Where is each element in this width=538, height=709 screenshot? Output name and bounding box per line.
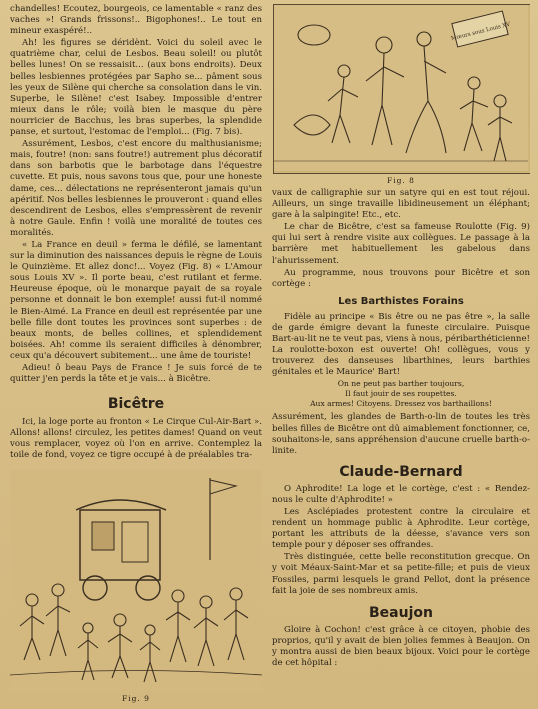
right-column [272,4,530,707]
verse-line: Il faut jouir de ses roupettes. [345,389,457,399]
figure-9 [10,470,262,707]
illustration-roulotte [10,470,262,692]
paragraph: Gloire à Cochon! c'est grâce à ce citoyen, phobie des proprios, qu'il y avait de bien jolies femmes à Beaujon. On y montra aussi de bien beaux bijoux. Voici pour le cortège de cet hôpital : [272,624,530,668]
figure-8-caption: Fig. 8 [387,176,415,185]
paragraph: Assurément, Lesbos, c'est encore du malthusianisme; mais, foutre! (non: sans foutre!) autrement plus décoratif dans son barbotis que le barbotage dans l'équestre cuvette. Et puis, nous savons tous que, pour une honeste dame, ces... délectations ne représenteront jamais qu'un apéritif. Nos belles lesbiennes le prouveront : quand elles descendirent de Lesbos, elles s'empressèrent de revenir à notre Gaule. Enfin ! voilà une moralité de toutes ces moralités. [10,139,262,238]
illustration-louis-xv [274,5,528,171]
paragraph: Ici, la loge porte au fronton « Le Cirque Cul-Air-Bart ». Allons! allons! circulez, les petites dames! Quand on veut vous remplacer, voyez où l'on en arrive. Contemplez la toile de fond, voyez ce tigre occupé à de préalables tra- [10,417,262,461]
paragraph: chandelles! Ecoutez, bourgeois, ce lamentable « ranz des vaches »! Grands frissons!.. Bigophones!.. Le tout en mineur exaspéré!.. [10,4,262,37]
figure-9-caption: Fig. 9 [122,694,150,703]
verse-line: Aux armes! Citoyens. Dressez vos barthaillons! [310,399,492,409]
paragraph: Ah! les figures se déridènt. Voici du soleil avec le quatrième char, celui de Lesbos. Beau soleil! ou plutôt belles lunes! On se ressaisit... (aux bons endroits). Deux belles lesbiennes protégées par Sapho se... pâment sous les yeux de Silène qui cherche sa consolation dans le vin. Superbe, le Silène! c'est Isabey. Impossible d'entrer mieux dans le rôle; voilà bien le masque du père nourricier de Bacchus, les bras superbes, la splendide panse, et surtout, l'estomac de l'emploi... (Fig. 7 bis). [10,38,262,138]
figure-8 [273,4,530,174]
paragraph: Au programme, nous trouvons pour Bicêtre et son cortège : [272,267,530,289]
paragraph: Assurément, les glandes de Barth-o-lin de toutes les très belles filles de Bicêtre ont dû aimablement fonctionner, ce, souhaitons-le, sans appréhension d'aucune cruelle barth-o-linite. [272,412,530,456]
left-column [10,4,262,707]
paragraph: Le char de Bicêtre, c'est sa fameuse Roulotte (Fig. 9) qui lui sert à rendre visite aux collègues. Le passage à la barrière met habituellement les gabelous dans l'ahurissement. [272,222,530,266]
paragraph: O Aphrodite! La loge et le cortège, c'est : « Rendez-nous le culte d'Aphrodite! » [272,483,530,505]
section-heading-claude-bernard: Claude-Bernard [339,463,463,480]
paragraph: Adieu! ô beau Pays de France ! Je suis forcé de te quitter j'en perds la tête et je vais... à Bicêtre. [10,363,262,385]
paragraph: « La France en deuil » ferma le défilé, se lamentant sur la diminution des naissances depuis le règne de Louis le Quinzième. Et allez donc!... Voyez (Fig. 8) « L'Amour sous Louis XV ». Il porte beau, c'est rutilant et ferme. Heureuse époque, où le monarque payait de sa royale personne et donnait le bon exemple! aussi fut-il nommé le Bien-Aimé. La France en deuil est représentée par une belle fille dont toutes les provinces sont superbes : de beaux monts, de belles collines, et splendidement boisées. Ah! comme ils seraient difficiles à dénombrer, ceux qu'a découvert subitement... une âme de touriste! [10,239,262,361]
section-heading-barthistes: Les Barthistes Forains [338,295,464,307]
section-heading-beaujon: Beaujon [369,604,433,621]
fig8-sign-text: Mœurs sous Louis XV [450,21,511,43]
paragraph: Les Asclépiades protestent contre la circulaire et rendent un hommage public à Aphrodite. Leur cortège, portant les attributs de la déesse, s'avance vers son temple pour y déposer ses offrandes. [272,506,530,551]
verse [272,379,530,409]
paragraph: Fidèle au principe « Bis être ou ne pas être », la salle de garde émigre devant la funeste circulaire. Puisque Bart-au-lit ne te veut pas, viens à nous, péribarthéticienne! La roulotte-boxon est ouverte! Oh! collègues, vous y trouverez des danseuses libarthines, leurs barthies génitales et le Maurice' Bart! [272,311,530,378]
paragraph: Très distinguée, cette belle reconstitution grecque. On y voit Méaux-Saint-Mar et sa petite-fille; et puis de vieux Fossiles, parmi lesquels le grand Pellot, dont la présence fait la joie de ses nombreux amis. [272,552,530,596]
paragraph: vaux de calligraphie sur un satyre qui en est tout réjoui. Ailleurs, un singe travaille libidineusement un éléphant; gare à la salpingite! Etc., etc. [272,188,530,221]
section-heading-bicetre: Bicêtre [107,396,165,413]
verse-line: On ne peut pas barther toujours, [337,379,465,389]
